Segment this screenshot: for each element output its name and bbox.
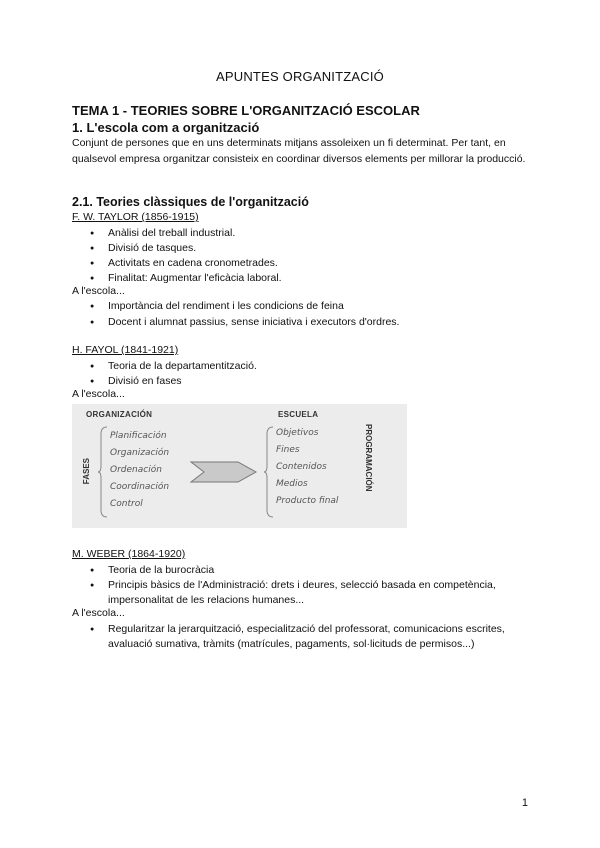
list-item: ● Teoria de la departamentització.	[72, 359, 532, 374]
right-brace-icon	[264, 426, 274, 518]
diagram-right-item: Medios	[276, 479, 308, 489]
weber-school-list	[72, 622, 532, 652]
left-brace-icon	[98, 426, 108, 518]
diagram-left-title: ORGANIZACIÓN	[86, 410, 153, 419]
author-fayol: H. FAYOL (1841-1921)	[72, 344, 179, 356]
list-item: ● Divisió de tasques.	[72, 241, 532, 256]
section-heading-2-1: 2.1. Teories clàssiques de l'organització	[72, 195, 309, 209]
list-item: ● Teoria de la burocràcia	[72, 563, 532, 578]
fayol-school-label: A l'escola...	[72, 388, 125, 400]
organization-diagram	[72, 404, 407, 528]
weber-school-label: A l'escola...	[72, 607, 125, 619]
list-item: ● Regularitzar la jerarquització, especialització del professorat, comunicacions escrites, avaluació sumativa, tràmits (matrícules, pagaments, sol·licituds de permisos...)	[72, 622, 532, 652]
document-title: APUNTES ORGANITZACIÓ	[216, 69, 384, 84]
diagram-right-side-label: PROGRAMACIÓN	[364, 424, 373, 492]
weber-list	[72, 563, 532, 608]
diagram-left-item: Control	[110, 499, 143, 509]
diagram-right-item: Contenidos	[276, 462, 327, 472]
section-heading-1: 1. L'escola com a organització	[72, 120, 260, 135]
diagram-left-item: Organización	[110, 448, 170, 458]
list-item: ● Docent i alumnat passius, sense iniciativa i executors d'ordres.	[72, 315, 532, 330]
right-arrow-icon	[190, 460, 258, 484]
list-item: ● Anàlisi del treball industrial.	[72, 226, 532, 241]
diagram-right-item: Producto final	[276, 496, 339, 506]
diagram-right-item: Fines	[276, 445, 300, 455]
list-item: ● Divisió en fases	[72, 374, 532, 389]
diagram-left-item: Coordinación	[110, 482, 170, 492]
diagram-right-title: ESCUELA	[278, 410, 319, 419]
author-weber: M. WEBER (1864-1920)	[72, 548, 186, 560]
list-item: ● Principis bàsics de l'Administració: drets i deures, selecció basada en competència, impersonalitat de les relacions humanes...	[72, 578, 532, 608]
diagram-left-side-label: FASES	[82, 458, 91, 485]
taylor-school-list	[72, 299, 532, 330]
list-item: ● Activitats en cadena cronometrades.	[72, 256, 532, 271]
author-taylor: F. W. TAYLOR (1856-1915)	[72, 211, 199, 223]
fayol-list	[72, 359, 532, 389]
diagram-right-item: Objetivos	[276, 428, 319, 438]
tema-heading: TEMA 1 - TEORIES SOBRE L'ORGANITZACIÓ ESCOLAR	[72, 103, 420, 118]
list-item: ● Finalitat: Augmentar l'eficàcia laboral.	[72, 271, 532, 286]
list-item: ● Importància del rendiment i les condicions de feina	[72, 299, 532, 314]
page-number: 1	[521, 797, 528, 809]
diagram-left-item: Ordenación	[110, 465, 162, 475]
diagram-left-item: Planificación	[110, 431, 167, 441]
taylor-school-label: A l'escola...	[72, 285, 125, 297]
taylor-list	[72, 226, 532, 286]
intro-paragraph: Conjunt de persones que en uns determinats mitjans assoleixen un fi determinat. Per tant, en qualsevol empresa organitzar consisteix en coordinar diversos elements per millorar la producció.	[72, 137, 526, 165]
